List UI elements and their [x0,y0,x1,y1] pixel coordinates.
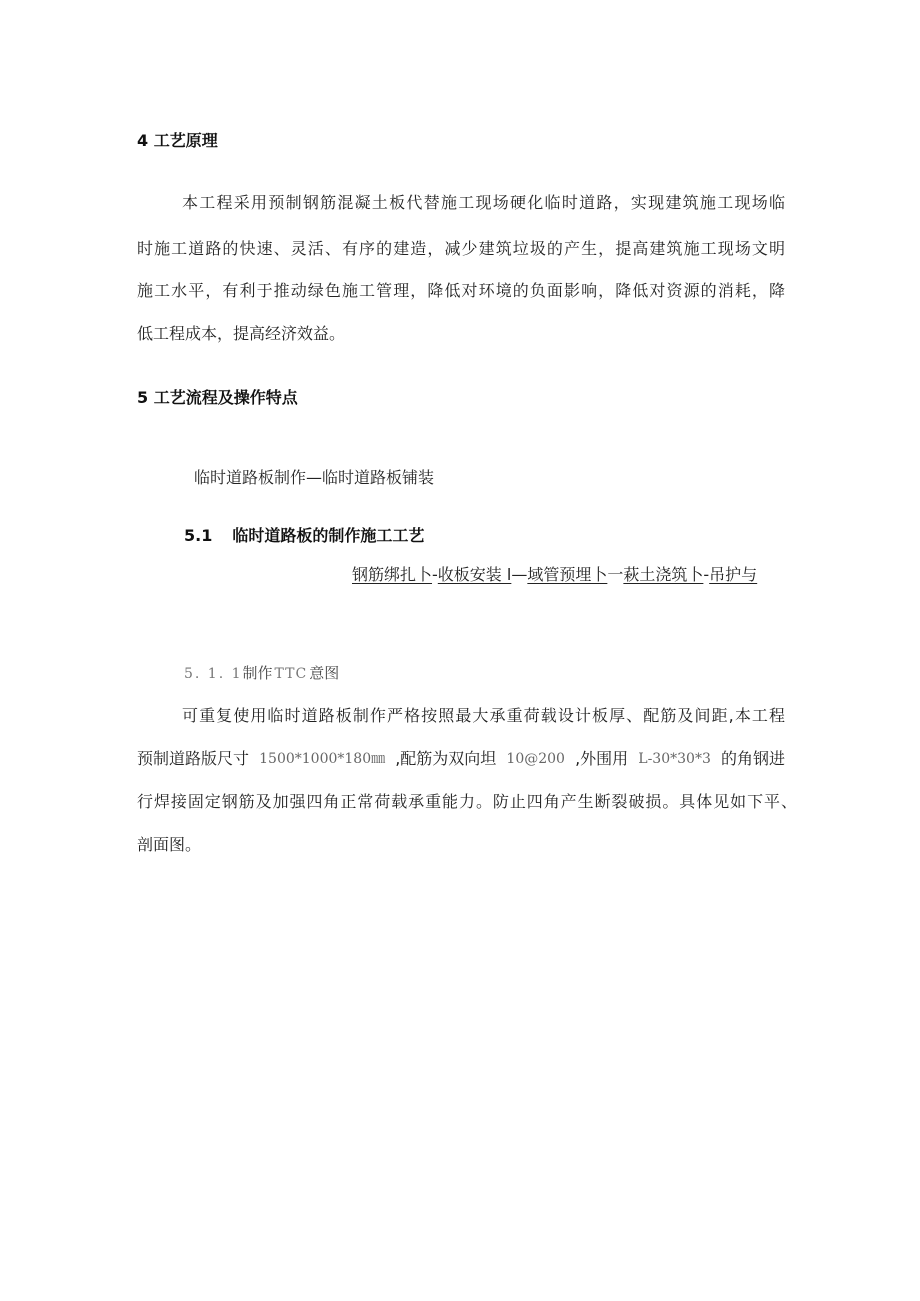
section-5-1-1-line-2 [137,749,785,769]
line2-part-a: 预制道路版尺寸 [137,749,250,768]
flow-step-pipe: 域管预埋卜 [527,565,608,584]
section-5-1-1-label-b: TTC [274,666,308,682]
flow-step-concrete: 萩土浇筑卜 [623,565,704,584]
section-5-1-1-line-4: 剖面图。 [137,835,202,854]
section-5-1-1-line-1: 可重复使用临时道路板制作严格按照最大承重荷载设计板厚、配筋及间距,本工程 [182,706,785,725]
line2-angle-spec: L-30*30*3 [638,751,711,767]
section-5-1-title: 临时道路板的制作施工工艺 [232,526,425,545]
section-5-1-1-label-a: 制作 [242,664,273,682]
flow-sep-1: - [432,565,438,584]
flow-sep-2: — [511,565,528,584]
flow-sep-4: - [703,565,710,584]
section-5-heading: 5 工艺流程及操作特点 [137,388,298,407]
section-5-1-number: 5.1 [184,526,213,545]
line2-size: 1500*1000*180㎜ [259,751,386,767]
section-4-line-1: 本工程采用预制钢筋混凝土板代替施工现场硬化临时道路，实现建筑施工现场临 [182,193,785,212]
flow-step-lift: 吊护与 [709,565,758,584]
section-4-heading: 4 工艺原理 [137,131,218,150]
flow-step-formwork: 收板安装 l [437,565,512,584]
section-5-1-flow-chain [352,562,757,585]
flow-step-rebar: 钢筋绑扎卜 [352,565,433,584]
line2-part-c: ,配筋为双向坦 [395,749,497,768]
section-5-1-1-line-3: 行焊接固定钢筋及加强四角正常荷载承重能力。防止四角产生断裂破损。具体见如下平、 [137,792,797,811]
section-5-1-1-heading [184,662,339,683]
line2-part-e: ,外围用 [575,749,629,768]
section-5-1-1-label-c: 意图 [309,664,340,682]
flow-sep-3: 一 [607,565,624,584]
section-4-line-3: 施工水平，有利于推动绿色施工管理，降低对环境的负面影响，降低对资源的消耗，降 [137,281,785,300]
line2-part-g: 的角钢进 [720,749,785,768]
section-5-flow-summary: 临时道路板制作—临时道路板铺装 [194,468,435,487]
section-5-1-heading [184,523,424,546]
line2-rebar-spec: 10@200 [506,751,565,767]
section-4-line-4: 低工程成本，提高经济效益。 [137,324,346,343]
section-4-line-2: 时施工道路的快速、灵活、有序的建造，减少建筑垃圾的产生，提高建筑施工现场文明 [137,239,785,258]
section-5-1-1-number: 5. 1. 1 [184,666,243,682]
